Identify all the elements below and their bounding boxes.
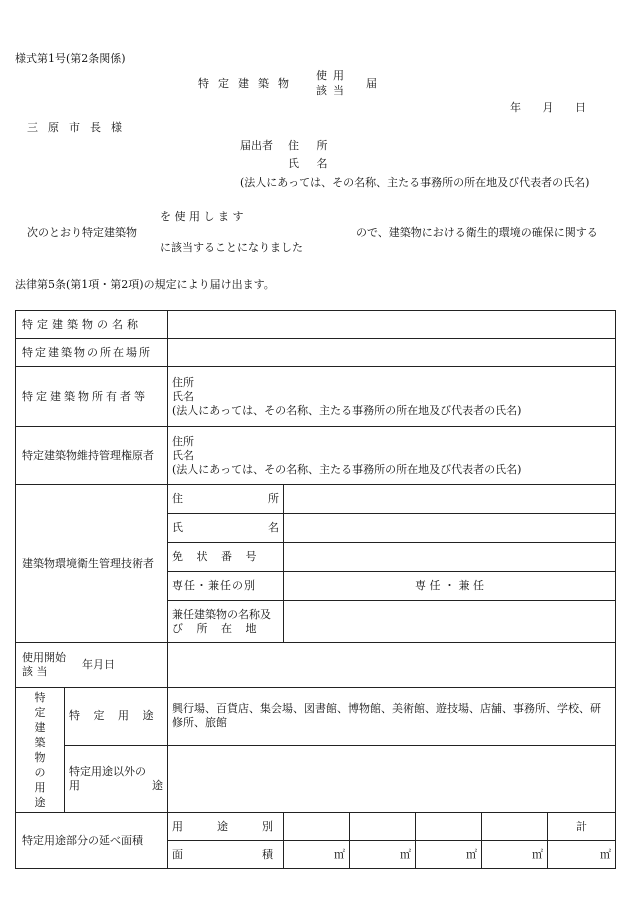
label-start: 使用開始 該 当 年月日 (16, 643, 168, 688)
manager-corp-note: (法人にあっては、その名称、主たる事務所の所在地及び代表者の氏名) (172, 462, 522, 476)
label-tech-name: 氏 名 (168, 514, 284, 543)
row-building-name (16, 311, 616, 339)
label-building-name: 特定建築物の名称 (16, 311, 168, 339)
field-fulltime[interactable]: 専 任 ・ 兼 任 (284, 572, 616, 601)
field-specific-use[interactable]: 興行場、百貨店、集会場、図書館、博物館、美術館、遊技場、店舗、事務所、学校、研修所、旅館 (168, 688, 616, 746)
title-main: 特定建築物 (198, 77, 298, 90)
field-building-location[interactable] (168, 339, 616, 367)
row-specific-use (16, 688, 616, 746)
row-other-use (16, 745, 616, 812)
field-license[interactable] (284, 543, 616, 572)
owner-corp-note: (法人にあっては、その名称、主たる事務所の所在地及び代表者の氏名) (172, 403, 522, 417)
area-cell[interactable]: ㎡ (350, 841, 416, 869)
label-tech-address: 住 所 (168, 485, 284, 514)
body-option-use: を 使 用 し ま す (160, 210, 244, 223)
row-manager (16, 427, 616, 485)
title-option-applicable: 該当 (316, 84, 350, 97)
body-option-applicable: に該当することになりました (160, 241, 303, 254)
label-total: 計 (548, 813, 616, 841)
applicant-corp-note: (法人にあっては、その名称、主たる事務所の所在地及び代表者の氏名) (240, 176, 590, 189)
law-line: 法律第5条(第1項・第2項)の規定により届け出ます。 (15, 278, 275, 291)
applicant-address-label: 住 所 (288, 139, 328, 152)
use-kind-cell[interactable] (416, 813, 482, 841)
label-floor-area: 特定用途部分の延べ面積 (16, 813, 168, 869)
row-use-kind (16, 813, 616, 841)
area-cell[interactable]: ㎡ (482, 841, 548, 869)
addressee: 三原市長様 (27, 121, 132, 134)
label-specific-use: 特 定 用 途 (65, 688, 168, 746)
manager-address-label: 住所 (172, 434, 194, 448)
title-end: 届 (366, 77, 377, 90)
field-start[interactable] (168, 643, 616, 688)
row-owner (16, 367, 616, 427)
label-license: 免 状 番 号 (168, 543, 284, 572)
field-tech-name[interactable] (284, 514, 616, 543)
field-manager[interactable] (168, 427, 616, 485)
field-owner[interactable] (168, 367, 616, 427)
field-building-name[interactable] (168, 311, 616, 339)
area-cell[interactable]: ㎡ (416, 841, 482, 869)
label-other-use: 特定用途以外の 用 途 (65, 745, 168, 812)
label-manager: 特定建築物維持管理権原者 (16, 427, 168, 485)
use-kind-cell[interactable] (482, 813, 548, 841)
label-concurrent: 兼任建築物の名称及 び 所 在 地 (168, 601, 284, 643)
body-suffix: ので、建築物における衛生的環境の確保に関する (356, 226, 598, 239)
registration-table (15, 310, 616, 869)
field-concurrent[interactable] (284, 601, 616, 643)
label-area: 面 積 (168, 841, 284, 869)
label-fulltime: 専任・兼任の別 (168, 572, 284, 601)
label-use-group: 特定建築物の用途 (16, 688, 65, 813)
label-use-kind: 用 途 別 (168, 813, 284, 841)
area-cell[interactable]: ㎡ (284, 841, 350, 869)
label-owner: 特定建築物所有者等 (16, 367, 168, 427)
use-kind-cell[interactable] (350, 813, 416, 841)
label-technician: 建築物環境衛生管理技術者 (16, 485, 168, 643)
area-total-cell[interactable]: ㎡ (548, 841, 616, 869)
date-line: 年 月 日 (510, 101, 586, 114)
applicant-label: 届出者 (240, 139, 273, 152)
row-start (16, 643, 616, 688)
manager-name-label: 氏名 (172, 448, 194, 462)
owner-name-label: 氏名 (172, 389, 194, 403)
body-prefix: 次のとおり特定建築物 (27, 226, 137, 239)
field-tech-address[interactable] (284, 485, 616, 514)
owner-address-label: 住所 (172, 375, 194, 389)
title-option-use: 使用 (316, 69, 350, 82)
field-other-use[interactable] (168, 745, 616, 812)
row-tech-address (16, 485, 616, 514)
use-kind-cell[interactable] (284, 813, 350, 841)
form-number: 様式第1号(第2条関係) (15, 52, 126, 65)
row-building-location (16, 339, 616, 367)
applicant-name-label: 氏 名 (288, 157, 328, 170)
label-building-location: 特定建築物の所在場所 (16, 339, 168, 367)
